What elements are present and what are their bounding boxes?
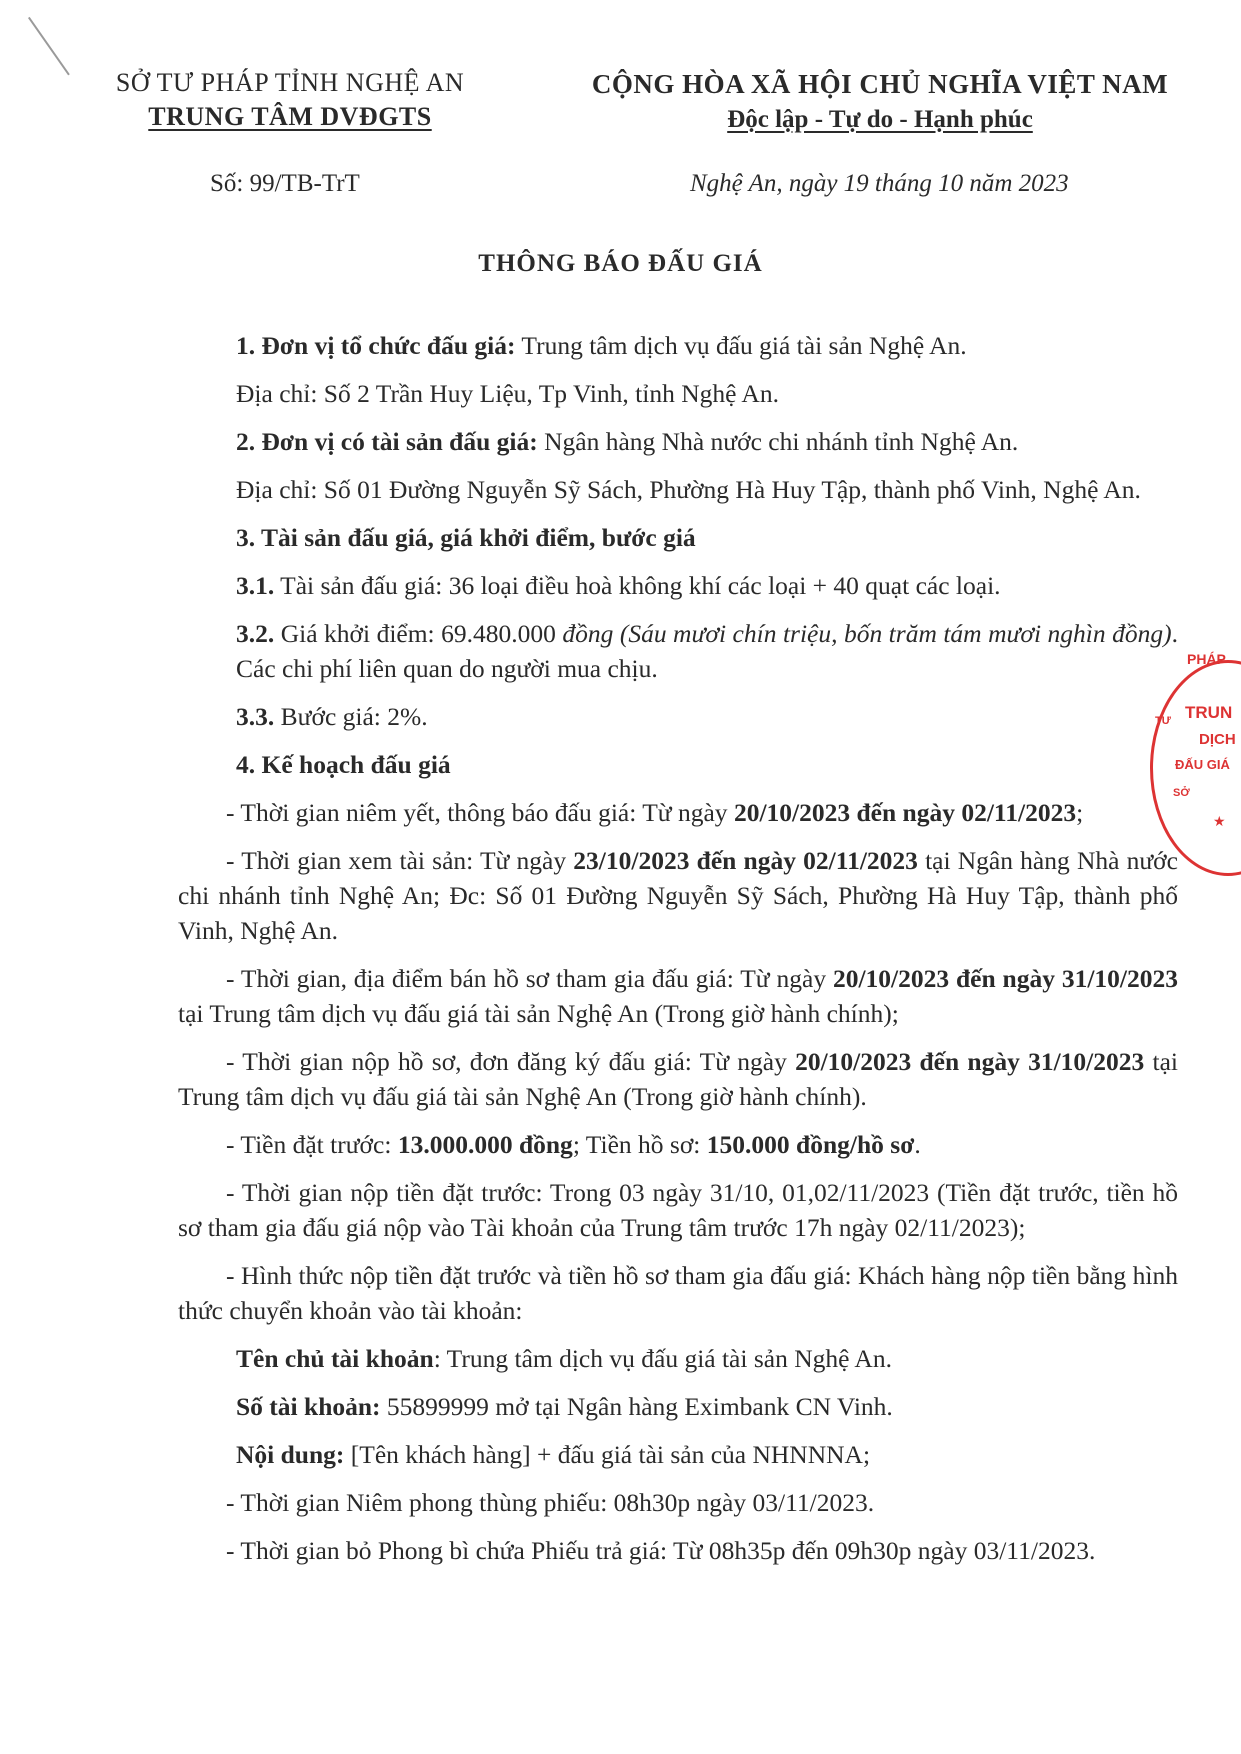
- item-3-1-label: 3.1.: [236, 571, 275, 600]
- section-1-text: Trung tâm dịch vụ đấu giá tài sản Nghệ An.: [515, 331, 967, 360]
- plan-deposit-time: - Thời gian nộp tiền đặt trước: Trong 03 ngày 31/10, 01,02/11/2023 (Tiền đặt trước, tiền hồ sơ tham gia đấu giá nộp vào Tài khoản của Trung tâm trước 17h ngày 02/11/2023);: [178, 1178, 1178, 1242]
- seal-text-4: ĐẤU GIÁ: [1175, 757, 1230, 772]
- plan-viewing-period: [178, 843, 1178, 948]
- fee-label: ; Tiền hồ sơ:: [572, 1130, 707, 1159]
- plan-viewing-text: - Thời gian xem tài sản: Từ ngày: [226, 846, 574, 875]
- account-name: [178, 1341, 1178, 1376]
- plan-payment-method: - Hình thức nộp tiền đặt trước và tiền hồ sơ tham gia đấu giá: Khách hàng nộp tiền bằng hình thức chuyển khoản vào tài khoản:: [178, 1261, 1178, 1325]
- item-3-2-italic: đồng (Sáu mươi chín triệu, bốn trăm tám mươi nghìn đồng): [562, 619, 1172, 648]
- seal-text-1: PHÁP: [1187, 651, 1226, 667]
- seal-star-icon: ★: [1213, 813, 1226, 829]
- plan-registration-dates: 20/10/2023 đến ngày 31/10/2023: [795, 1047, 1145, 1076]
- item-3-3-label: 3.3.: [236, 702, 275, 731]
- plan-registration: [178, 1044, 1178, 1114]
- section-3-heading-text: 3. Tài sản đấu giá, giá khởi điểm, bước giá: [236, 523, 696, 552]
- issuer-department: SỞ TƯ PHÁP TỈNH NGHỆ AN: [115, 68, 465, 97]
- section-2-address: Địa chỉ: Số 01 Đường Nguyễn Sỹ Sách, Phường Hà Huy Tập, thành phố Vinh, Nghệ An.: [236, 475, 1141, 504]
- section-2-label: 2. Đơn vị có tài sản đấu giá:: [236, 427, 538, 456]
- account-name-label: Tên chủ tài khoản: [236, 1344, 434, 1373]
- document-number: Số: 99/TB-TrT: [210, 170, 360, 197]
- plan-dossier-sale-dates: 20/10/2023 đến ngày 31/10/2023: [832, 964, 1178, 993]
- plan-viewing-dates: 23/10/2023 đến ngày 02/11/2023: [573, 846, 918, 875]
- item-3-2: [178, 616, 1178, 686]
- seal-text-5: TƯ: [1155, 715, 1171, 727]
- section-2: [178, 424, 1178, 459]
- plan-ballot-sealing: - Thời gian Niêm phong thùng phiếu: 08h30p ngày 03/11/2023.: [226, 1488, 875, 1517]
- item-3-2-label: 3.2.: [236, 619, 275, 648]
- national-header: [560, 66, 1200, 138]
- seal-text-3: DỊCH: [1199, 731, 1236, 748]
- item-3-1-text: Tài sản đấu giá: 36 loại điều hoà không khí các loại + 40 quạt các loại.: [274, 571, 1001, 600]
- deposit-amount: 13.000.000 đồng: [397, 1130, 573, 1159]
- document-body: [178, 328, 1178, 1581]
- plan-listing-text: - Thời gian niêm yết, thông báo đấu giá: Từ ngày: [226, 798, 734, 827]
- section-4-heading-text: 4. Kế hoạch đấu giá: [236, 750, 451, 779]
- account-name-value: : Trung tâm dịch vụ đấu giá tài sản Nghệ An.: [433, 1344, 892, 1373]
- section-4-heading: [178, 747, 1178, 782]
- document-title: THÔNG BÁO ĐẤU GIÁ: [478, 250, 763, 277]
- plan-dossier-sale-text: - Thời gian, địa điểm bán hồ sơ tham gia đấu giá: Từ ngày: [226, 964, 833, 993]
- account-number-value: 55899999 mở tại Ngân hàng Eximbank CN Vinh.: [380, 1392, 893, 1421]
- item-3-2-tail: . Các chi phí liên quan do người mua chịu.: [236, 619, 1178, 683]
- scan-mark: [28, 17, 70, 75]
- issuer-center: [70, 100, 510, 134]
- transfer-content-label: Nội dung:: [236, 1440, 345, 1469]
- plan-registration-text: - Thời gian nộp hồ sơ, đơn đăng ký đấu giá: Từ ngày: [226, 1047, 796, 1076]
- plan-deposit-fee: [178, 1127, 1178, 1162]
- transfer-content-value: [Tên khách hàng] + đấu giá tài sản của NHNNNA;: [344, 1440, 871, 1469]
- seal-text-2: TRUN: [1185, 703, 1233, 722]
- section-2-text: Ngân hàng Nhà nước chi nhánh tỉnh Nghệ An.: [537, 427, 1019, 456]
- section-3-heading: [178, 520, 1178, 555]
- plan-viewing-location: tại Ngân hàng Nhà nước chi nhánh tỉnh Nghệ An; Đc: Số 01 Đường Nguyễn Sỹ Sách, Phường Hà Huy Tập, thành phố Vinh, Nghệ An.: [178, 846, 1178, 945]
- place-date: Nghệ An, ngày 19 tháng 10 năm 2023: [690, 170, 1069, 197]
- plan-listing-period: [178, 795, 1178, 830]
- issuer-header: [70, 66, 510, 134]
- plan-bid-submission: - Thời gian bỏ Phong bì chứa Phiếu trả giá: Từ 08h35p đến 09h30p ngày 03/11/2023.: [226, 1536, 1096, 1565]
- section-1-address: Địa chỉ: Số 2 Trần Huy Liệu, Tp Vinh, tỉnh Nghệ An.: [236, 379, 779, 408]
- item-3-3: [178, 699, 1178, 734]
- section-1-label: 1. Đơn vị tổ chức đấu giá:: [236, 331, 516, 360]
- deposit-label: - Tiền đặt trước:: [226, 1130, 398, 1159]
- section-1: [178, 328, 1178, 363]
- fee-amount: 150.000 đồng/hồ sơ: [706, 1130, 915, 1159]
- account-number-label: Số tài khoản:: [236, 1392, 381, 1421]
- plan-dossier-sale: [178, 961, 1178, 1031]
- item-3-2-text: Giá khởi điểm: 69.480.000: [274, 619, 563, 648]
- account-number: [178, 1389, 1178, 1424]
- national-title: CỘNG HÒA XÃ HỘI CHỦ NGHĨA VIỆT NAM: [591, 69, 1169, 99]
- item-3-1: [178, 568, 1178, 603]
- plan-listing-end: ;: [1076, 798, 1084, 827]
- item-3-3-text: Bước giá: 2%.: [274, 702, 428, 731]
- plan-dossier-sale-location: tại Trung tâm dịch vụ đấu giá tài sản Nghệ An (Trong giờ hành chính);: [178, 999, 899, 1028]
- seal-text-6: SỞ: [1173, 787, 1190, 799]
- issuer-center-text: TRUNG TÂM DVĐGTS: [148, 102, 432, 131]
- plan-listing-dates: 20/10/2023 đến ngày 02/11/2023: [733, 798, 1077, 827]
- fee-end: .: [914, 1130, 921, 1159]
- national-motto: [560, 102, 1200, 138]
- transfer-content: [178, 1437, 1178, 1472]
- plan-registration-location: tại Trung tâm dịch vụ đấu giá tài sản Nghệ An (Trong giờ hành chính).: [178, 1047, 1178, 1111]
- national-motto-text: Độc lập - Tự do - Hạnh phúc: [727, 106, 1033, 133]
